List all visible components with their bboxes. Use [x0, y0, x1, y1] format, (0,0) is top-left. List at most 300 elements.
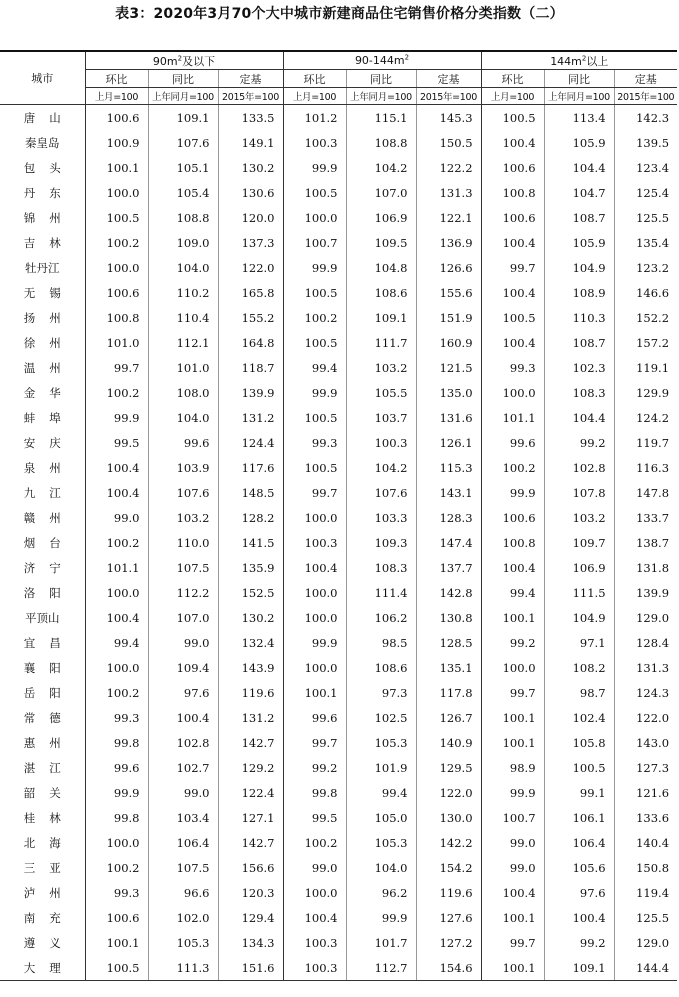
index-value: 142.2: [416, 830, 481, 855]
index-value: 100.4: [544, 905, 614, 930]
city-name: 吉林: [23, 235, 75, 250]
index-value: 100.2: [283, 830, 346, 855]
index-value: 142.3: [614, 105, 677, 131]
index-value: 119.7: [614, 430, 677, 455]
group-header-medium: $90-144m^2$: [283, 51, 481, 70]
table-row: [0, 155, 677, 180]
index-value: 107.6: [346, 480, 416, 505]
index-value: 134.3: [218, 930, 283, 955]
index-value: 121.5: [416, 355, 481, 380]
subheader-mom: 环比: [283, 70, 346, 88]
index-value: 100.6: [85, 280, 148, 305]
index-value: 104.2: [346, 455, 416, 480]
index-value: 99.2: [481, 630, 544, 655]
index-value: 107.6: [148, 480, 218, 505]
index-value: 101.1: [85, 555, 148, 580]
index-value: 100.6: [85, 905, 148, 930]
index-value: 99.9: [85, 780, 148, 805]
index-value: 118.7: [218, 355, 283, 380]
index-value: 100.4: [481, 880, 544, 905]
index-value: 135.9: [218, 555, 283, 580]
index-value: 99.1: [544, 780, 614, 805]
subheader-fixed: 定基: [218, 70, 283, 88]
table-row: [0, 355, 677, 380]
index-value: 99.2: [283, 755, 346, 780]
index-value: 100.5: [85, 205, 148, 230]
index-value: 100.0: [85, 255, 148, 280]
index-value: 154.2: [416, 855, 481, 880]
index-value: 117.6: [218, 455, 283, 480]
index-value: 98.9: [481, 755, 544, 780]
index-value: 131.8: [614, 555, 677, 580]
table-row: [0, 305, 677, 330]
index-value: 165.8: [218, 280, 283, 305]
index-value: 151.9: [416, 305, 481, 330]
table-row: [0, 555, 677, 580]
index-value: 115.3: [416, 455, 481, 480]
index-value: 119.6: [416, 880, 481, 905]
index-value: 100.2: [85, 380, 148, 405]
index-value: 101.7: [346, 930, 416, 955]
subheader-mom: 环比: [481, 70, 544, 88]
index-value: 107.5: [148, 855, 218, 880]
index-value: 133.6: [614, 805, 677, 830]
index-value: 102.8: [544, 455, 614, 480]
city-name: 遵义: [23, 935, 75, 950]
index-value: 99.8: [85, 730, 148, 755]
index-value: 100.4: [283, 555, 346, 580]
index-value: 150.8: [614, 855, 677, 880]
index-value: 107.8: [544, 480, 614, 505]
table-row: [0, 805, 677, 830]
index-value: 111.4: [346, 580, 416, 605]
table-row: [0, 380, 677, 405]
index-value: 100.4: [148, 705, 218, 730]
index-value: 100.2: [85, 530, 148, 555]
index-value: 133.7: [614, 505, 677, 530]
index-value: 103.2: [148, 505, 218, 530]
index-value: 107.5: [148, 555, 218, 580]
city-name: 北海: [23, 835, 75, 850]
index-value: 123.4: [614, 155, 677, 180]
index-value: 125.5: [614, 905, 677, 930]
index-value: 99.4: [283, 355, 346, 380]
index-value: 115.1: [346, 105, 416, 131]
index-value: 108.3: [544, 380, 614, 405]
index-value: 99.9: [346, 905, 416, 930]
index-value: 100.4: [481, 330, 544, 355]
index-value: 109.1: [346, 305, 416, 330]
index-value: 130.0: [416, 805, 481, 830]
index-value: 105.9: [544, 130, 614, 155]
index-value: 110.3: [544, 305, 614, 330]
index-value: 100.5: [481, 305, 544, 330]
subheader-yoy: 同比: [544, 70, 614, 88]
index-value: 99.6: [148, 430, 218, 455]
index-value: 99.2: [544, 430, 614, 455]
index-value: 97.1: [544, 630, 614, 655]
index-value: 129.5: [416, 755, 481, 780]
city-name: 常德: [23, 710, 75, 725]
index-value: 104.2: [346, 155, 416, 180]
index-value: 122.4: [218, 780, 283, 805]
index-value: 106.9: [346, 205, 416, 230]
index-value: 142.7: [218, 730, 283, 755]
index-value: 126.1: [416, 430, 481, 455]
index-value: 111.3: [148, 955, 218, 981]
index-value: 108.0: [148, 380, 218, 405]
index-value: 112.7: [346, 955, 416, 981]
city-name: 岳阳: [23, 685, 75, 700]
city-name: 平顶山: [25, 610, 60, 625]
index-value: 100.0: [283, 580, 346, 605]
table-row: [0, 680, 677, 705]
city-name: 包头: [23, 160, 75, 175]
index-value: 99.4: [481, 580, 544, 605]
index-value: 143.1: [416, 480, 481, 505]
index-value: 126.7: [416, 705, 481, 730]
index-value: 108.6: [346, 655, 416, 680]
index-value: 152.5: [218, 580, 283, 605]
index-value: 108.3: [346, 555, 416, 580]
index-value: 105.4: [148, 180, 218, 205]
index-value: 100.6: [481, 505, 544, 530]
index-value: 100.1: [85, 930, 148, 955]
index-value: 99.7: [283, 480, 346, 505]
index-value: 97.6: [148, 680, 218, 705]
index-value: 96.6: [148, 880, 218, 905]
index-value: 99.0: [148, 630, 218, 655]
index-value: 127.2: [416, 930, 481, 955]
subheader-yoy: 同比: [148, 70, 218, 88]
index-value: 155.2: [218, 305, 283, 330]
table-row: [0, 705, 677, 730]
base-label-mom: 上月=100: [85, 88, 148, 105]
index-value: 104.4: [544, 405, 614, 430]
index-value: 151.6: [218, 955, 283, 981]
index-value: 127.3: [614, 755, 677, 780]
index-value: 102.8: [148, 730, 218, 755]
subheader-yoy: 同比: [346, 70, 416, 88]
city-name: 锦州: [23, 210, 75, 225]
index-value: 129.9: [614, 380, 677, 405]
index-value: 128.5: [416, 630, 481, 655]
index-value: 100.1: [481, 905, 544, 930]
index-value: 100.4: [481, 280, 544, 305]
index-value: 100.8: [481, 530, 544, 555]
index-value: 99.8: [283, 780, 346, 805]
index-value: 133.5: [218, 105, 283, 131]
index-value: 99.9: [283, 630, 346, 655]
city-name: 洛阳: [23, 585, 75, 600]
index-value: 152.2: [614, 305, 677, 330]
table-row: [0, 855, 677, 880]
base-label-fixed: 2015年=100: [614, 88, 677, 105]
index-value: 123.2: [614, 255, 677, 280]
index-value: 100.2: [481, 455, 544, 480]
city-name: 泸州: [23, 885, 75, 900]
index-value: 99.7: [481, 255, 544, 280]
index-value: 99.6: [481, 430, 544, 455]
index-value: 100.8: [481, 180, 544, 205]
index-value: 105.1: [148, 155, 218, 180]
index-value: 135.1: [416, 655, 481, 680]
city-name: 三亚: [23, 860, 75, 875]
index-value: 122.0: [614, 705, 677, 730]
index-value: 135.0: [416, 380, 481, 405]
index-value: 99.5: [85, 430, 148, 455]
index-value: 100.4: [85, 455, 148, 480]
index-value: 104.0: [148, 405, 218, 430]
base-label-mom: 上月=100: [481, 88, 544, 105]
index-value: 100.5: [283, 280, 346, 305]
index-value: 100.2: [85, 230, 148, 255]
table-row: [0, 430, 677, 455]
index-value: 157.2: [614, 330, 677, 355]
index-value: 99.3: [283, 430, 346, 455]
index-value: 104.9: [544, 605, 614, 630]
index-value: 106.9: [544, 555, 614, 580]
index-value: 100.5: [283, 180, 346, 205]
index-value: 100.0: [283, 605, 346, 630]
index-value: 111.5: [544, 580, 614, 605]
index-value: 100.4: [85, 605, 148, 630]
subheader-fixed: 定基: [614, 70, 677, 88]
index-value: 99.4: [85, 630, 148, 655]
table-row: [0, 505, 677, 530]
index-value: 129.2: [218, 755, 283, 780]
index-value: 100.0: [85, 830, 148, 855]
table-row: [0, 655, 677, 680]
index-value: 139.9: [614, 580, 677, 605]
index-value: 100.2: [283, 305, 346, 330]
index-value: 112.2: [148, 580, 218, 605]
index-value: 100.0: [481, 655, 544, 680]
index-value: 100.2: [85, 680, 148, 705]
index-value: 128.3: [416, 505, 481, 530]
index-value: 100.0: [85, 655, 148, 680]
index-value: 155.6: [416, 280, 481, 305]
index-value: 100.6: [481, 205, 544, 230]
table-row: [0, 755, 677, 780]
index-value: 99.5: [283, 805, 346, 830]
index-value: 100.4: [481, 130, 544, 155]
index-value: 105.8: [544, 730, 614, 755]
index-value: 105.0: [346, 805, 416, 830]
index-value: 100.5: [283, 455, 346, 480]
table-row: [0, 530, 677, 555]
index-value: 100.1: [283, 680, 346, 705]
index-value: 140.9: [416, 730, 481, 755]
city-name: 济宁: [23, 560, 75, 575]
index-value: 109.1: [148, 105, 218, 131]
index-value: 99.9: [283, 380, 346, 405]
city-column-header: 城市: [0, 51, 85, 105]
index-value: 122.0: [218, 255, 283, 280]
index-value: 109.5: [346, 230, 416, 255]
index-value: 100.1: [481, 730, 544, 755]
index-value: 100.1: [481, 705, 544, 730]
table-row: [0, 930, 677, 955]
index-value: 99.4: [346, 780, 416, 805]
index-value: 105.9: [544, 230, 614, 255]
base-label-yoy: 上年同月=100: [544, 88, 614, 105]
index-value: 99.9: [481, 480, 544, 505]
index-value: 103.2: [346, 355, 416, 380]
table-row: [0, 905, 677, 930]
index-value: 106.4: [544, 830, 614, 855]
table-row: [0, 130, 677, 155]
table-row: [0, 330, 677, 355]
index-value: 112.1: [148, 330, 218, 355]
index-value: 143.0: [614, 730, 677, 755]
index-value: 99.0: [283, 855, 346, 880]
index-value: 105.5: [346, 380, 416, 405]
index-value: 99.7: [481, 680, 544, 705]
index-value: 100.4: [481, 555, 544, 580]
index-value: 109.1: [544, 955, 614, 981]
index-value: 113.4: [544, 105, 614, 131]
city-name: 扬州: [23, 310, 75, 325]
index-value: 117.8: [416, 680, 481, 705]
index-value: 100.9: [85, 130, 148, 155]
index-value: 122.0: [416, 780, 481, 805]
city-name: 徐州: [23, 335, 75, 350]
index-value: 131.2: [218, 405, 283, 430]
index-value: 110.2: [148, 280, 218, 305]
index-value: 100.0: [283, 880, 346, 905]
index-value: 105.3: [346, 730, 416, 755]
index-value: 97.6: [544, 880, 614, 905]
table-row: [0, 580, 677, 605]
index-value: 99.0: [481, 855, 544, 880]
index-value: 96.2: [346, 880, 416, 905]
index-value: 131.2: [218, 705, 283, 730]
index-value: 122.1: [416, 205, 481, 230]
index-value: 100.8: [85, 305, 148, 330]
index-value: 110.0: [148, 530, 218, 555]
index-value: 146.6: [614, 280, 677, 305]
index-value: 100.4: [283, 905, 346, 930]
city-name: 桂林: [23, 810, 75, 825]
city-name: 唐山: [23, 110, 75, 125]
index-value: 100.0: [85, 580, 148, 605]
index-value: 100.5: [481, 105, 544, 131]
index-value: 109.7: [544, 530, 614, 555]
index-value: 120.0: [218, 205, 283, 230]
index-value: 99.9: [85, 405, 148, 430]
index-value: 106.1: [544, 805, 614, 830]
city-name: 襄阳: [23, 660, 75, 675]
index-value: 120.3: [218, 880, 283, 905]
table-row: [0, 480, 677, 505]
index-value: 98.7: [544, 680, 614, 705]
index-value: 141.5: [218, 530, 283, 555]
index-value: 142.8: [416, 580, 481, 605]
index-value: 103.9: [148, 455, 218, 480]
index-value: 99.0: [148, 780, 218, 805]
index-value: 105.3: [346, 830, 416, 855]
index-value: 131.3: [416, 180, 481, 205]
index-value: 132.4: [218, 630, 283, 655]
index-value: 100.3: [283, 955, 346, 981]
index-value: 100.0: [85, 180, 148, 205]
index-value: 108.7: [544, 205, 614, 230]
index-value: 100.0: [283, 205, 346, 230]
table-row: [0, 880, 677, 905]
index-value: 100.7: [283, 230, 346, 255]
index-value: 100.3: [283, 530, 346, 555]
index-value: 129.0: [614, 605, 677, 630]
city-name: 大理: [0, 955, 85, 981]
index-value: 107.0: [346, 180, 416, 205]
index-value: 110.4: [148, 305, 218, 330]
index-value: 128.4: [614, 630, 677, 655]
index-value: 108.7: [544, 330, 614, 355]
index-value: 100.6: [85, 105, 148, 131]
index-value: 135.4: [614, 230, 677, 255]
table-row: [0, 780, 677, 805]
index-value: 160.9: [416, 330, 481, 355]
index-value: 104.0: [148, 255, 218, 280]
table-row: [0, 455, 677, 480]
index-value: 102.3: [544, 355, 614, 380]
index-value: 107.6: [148, 130, 218, 155]
index-value: 100.1: [481, 605, 544, 630]
index-value: 137.3: [218, 230, 283, 255]
group-header-small: $90m^2$及以下: [85, 51, 283, 70]
index-value: 100.5: [85, 955, 148, 981]
index-value: 100.7: [481, 805, 544, 830]
city-name: 惠州: [23, 735, 75, 750]
price-index-table: [0, 50, 677, 981]
index-value: 104.9: [544, 255, 614, 280]
index-value: 99.7: [85, 355, 148, 380]
index-value: 100.1: [481, 955, 544, 981]
index-value: 140.4: [614, 830, 677, 855]
index-value: 100.3: [283, 930, 346, 955]
index-value: 100.0: [283, 505, 346, 530]
base-label-fixed: 2015年=100: [416, 88, 481, 105]
index-value: 99.6: [85, 755, 148, 780]
index-value: 109.0: [148, 230, 218, 255]
index-value: 104.4: [544, 155, 614, 180]
base-label-yoy: 上年同月=100: [346, 88, 416, 105]
index-value: 128.2: [218, 505, 283, 530]
base-label-mom: 上月=100: [283, 88, 346, 105]
index-value: 111.7: [346, 330, 416, 355]
index-value: 130.2: [218, 605, 283, 630]
index-value: 137.7: [416, 555, 481, 580]
index-value: 99.3: [481, 355, 544, 380]
index-value: 130.6: [218, 180, 283, 205]
table-row: [0, 105, 677, 131]
index-value: 99.7: [283, 730, 346, 755]
index-value: 103.7: [346, 405, 416, 430]
table-title: 表3：2020年3月70个大中城市新建商品住宅销售价格分类指数（二）: [115, 6, 564, 22]
index-value: 99.0: [85, 505, 148, 530]
index-value: 108.2: [544, 655, 614, 680]
index-value: 101.2: [283, 105, 346, 131]
city-name: 无锡: [23, 285, 75, 300]
index-value: 99.9: [283, 255, 346, 280]
city-name: 金华: [23, 385, 75, 400]
subheader-mom: 环比: [85, 70, 148, 88]
index-value: 99.3: [85, 880, 148, 905]
index-value: 100.5: [283, 330, 346, 355]
index-value: 108.8: [148, 205, 218, 230]
index-value: 130.8: [416, 605, 481, 630]
